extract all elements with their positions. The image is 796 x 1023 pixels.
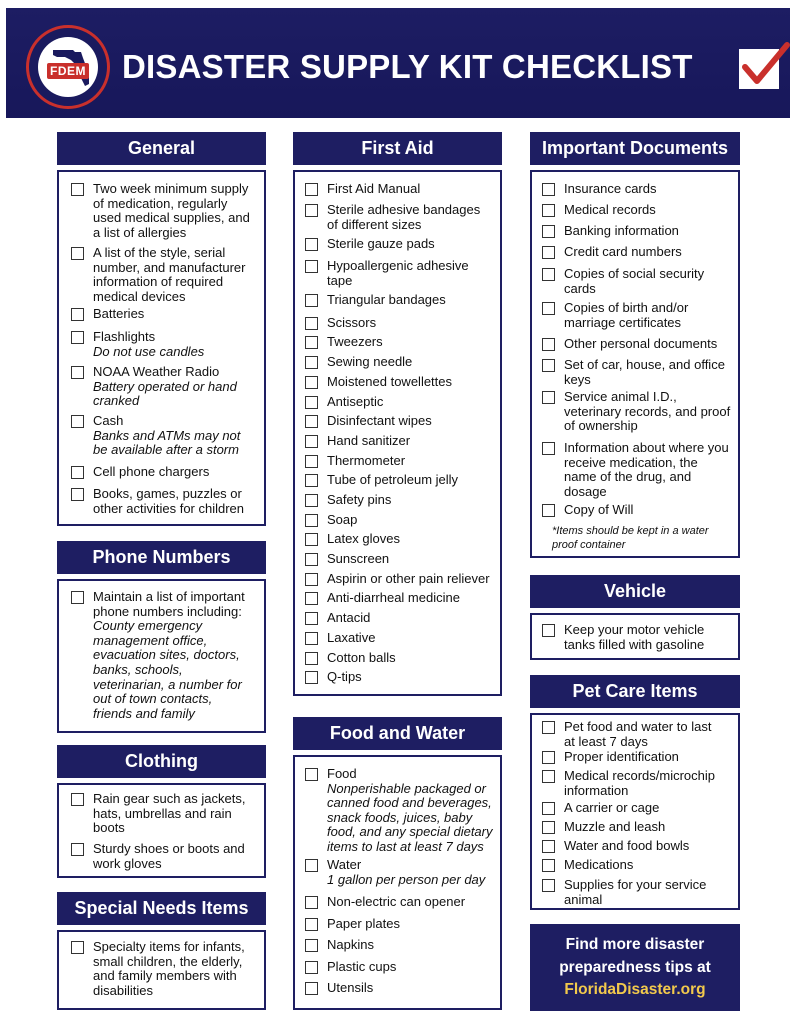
item-label: name of the drug, and (564, 469, 692, 485)
item-label: at least 7 days (564, 733, 648, 749)
promo-line-2: preparedness tips at (559, 959, 711, 976)
item-label: tanks filled with gasoline (564, 636, 705, 652)
item-label: First Aid Manual (327, 181, 421, 196)
item-note: items to last at least 7 days (327, 838, 484, 854)
checkbox[interactable] (305, 435, 318, 448)
first-aid-checklist (293, 170, 502, 696)
checkbox[interactable] (305, 455, 318, 468)
clothing-checklist (57, 783, 266, 878)
documents-footnote (552, 525, 709, 552)
phone-numbers-checklist (57, 579, 266, 733)
section-header-first-aid: First Aid (293, 132, 502, 165)
special-needs-checklist (57, 930, 266, 1010)
item-label: Soap (327, 512, 358, 527)
checkbox[interactable] (542, 821, 555, 834)
item-label: Copies of social security (564, 266, 705, 281)
item-label: hats, umbrellas and rain (93, 805, 232, 821)
checkbox[interactable] (542, 770, 555, 783)
checkbox[interactable] (71, 247, 84, 260)
item-label: Sterile adhesive bandages (327, 202, 481, 217)
checkbox[interactable] (305, 553, 318, 566)
item-label: a list of allergies (93, 224, 187, 240)
checkbox[interactable] (71, 793, 84, 806)
item-note: management office, (93, 632, 208, 648)
item-label: Water (327, 857, 362, 872)
item-label: Scissors (327, 315, 377, 330)
documents-footnote-line: *Items should be kept in a water (552, 525, 709, 537)
item-note: friends and family (93, 705, 195, 721)
item-label: Triangular bandages (327, 292, 446, 307)
section-header-vehicle: Vehicle (530, 575, 740, 608)
item-label: Credit card numbers (564, 244, 682, 259)
checkbox[interactable] (542, 840, 555, 853)
item-label: Anti-diarrheal medicine (327, 590, 460, 605)
section-header-important-documents: Important Documents (530, 132, 740, 165)
item-label: Batteries (93, 306, 145, 321)
section-header-phone-numbers: Phone Numbers (57, 541, 266, 574)
checkbox[interactable] (542, 302, 555, 315)
item-label: number, and manufacturer (93, 259, 246, 275)
item-label: work gloves (93, 855, 162, 871)
item-label: Safety pins (327, 492, 392, 507)
checkbox[interactable] (542, 442, 555, 455)
item-label: Muzzle and leash (564, 819, 666, 834)
checkbox[interactable] (305, 238, 318, 251)
section-header-pet-care: Pet Care Items (530, 675, 740, 708)
fdem-seal-logo (26, 25, 110, 109)
checkbox[interactable] (542, 751, 555, 764)
checkbox[interactable] (305, 918, 318, 931)
checkbox[interactable] (542, 624, 555, 637)
checkbox[interactable] (305, 961, 318, 974)
item-label: NOAA Weather Radio (93, 364, 220, 379)
checkbox[interactable] (305, 652, 318, 665)
item-label: small children, the elderly, (93, 953, 243, 969)
item-label: Medications (564, 857, 634, 872)
item-note: Battery operated or hand (93, 378, 237, 394)
item-label: phone numbers including: (93, 603, 242, 619)
item-label: Specialty items for infants, (93, 939, 245, 954)
checkbox[interactable] (71, 331, 84, 344)
item-label: Proper identification (564, 749, 679, 764)
item-label: Moistened towellettes (327, 374, 453, 389)
item-label: medical devices (93, 288, 186, 304)
checkbox[interactable] (305, 356, 318, 369)
checkbox[interactable] (305, 260, 318, 273)
item-label: Cotton balls (327, 650, 396, 665)
checkbox[interactable] (305, 183, 318, 196)
general-checklist (57, 170, 266, 526)
item-note: cranked (93, 393, 140, 409)
item-label: Non-electric can opener (327, 894, 466, 909)
item-label: Sunscreen (327, 551, 390, 566)
item-note: Do not use candles (93, 343, 205, 359)
item-label: Service animal I.D., (564, 389, 677, 404)
item-label: Other personal documents (564, 336, 718, 351)
item-note: County emergency (93, 618, 203, 634)
vehicle-checklist (530, 613, 740, 660)
item-label: marriage certificates (564, 314, 682, 330)
item-label: Utensils (327, 980, 374, 995)
item-label: tape (327, 272, 353, 288)
item-label: Plastic cups (327, 959, 397, 974)
item-label: Sturdy shoes or boots and (93, 841, 245, 856)
item-label: disabilities (93, 982, 153, 998)
item-label: Rain gear such as jackets, (93, 791, 246, 806)
item-label: boots (93, 820, 125, 836)
item-label: and family members with (93, 968, 237, 984)
item-label: receive medication, the (564, 454, 698, 470)
checkbox[interactable] (542, 204, 555, 217)
checkbox[interactable] (305, 317, 318, 330)
header-banner (6, 8, 790, 118)
checkbox[interactable] (305, 632, 318, 645)
item-label: keys (564, 371, 591, 387)
item-label: Paper plates (327, 916, 400, 931)
checkbox[interactable] (71, 843, 84, 856)
checkbox[interactable] (305, 573, 318, 586)
item-label: Cell phone chargers (93, 464, 210, 479)
item-label: Hand sanitizer (327, 433, 411, 448)
checkbox[interactable] (542, 359, 555, 372)
checkbox[interactable] (71, 488, 84, 501)
checkbox[interactable] (305, 514, 318, 527)
item-note: evacuation sites, doctors, (93, 647, 240, 663)
checkbox[interactable] (71, 591, 84, 604)
checkbox[interactable] (542, 225, 555, 238)
item-label: Cash (93, 413, 124, 428)
item-label: Supplies for your service (564, 877, 707, 892)
item-note: food, and any special dietary (327, 824, 493, 840)
checkbox[interactable] (542, 504, 555, 517)
item-label: cards (564, 280, 596, 296)
checkbox[interactable] (305, 533, 318, 546)
checkbox[interactable] (542, 859, 555, 872)
item-label: Sewing needle (327, 354, 413, 369)
item-note: out of town contacts, (93, 691, 213, 707)
item-note: veterinarian, a number for (93, 676, 242, 692)
checkbox-check-icon (739, 49, 779, 89)
checkbox[interactable] (305, 474, 318, 487)
checkbox[interactable] (305, 768, 318, 781)
section-header-general: General (57, 132, 266, 165)
more-tips-banner (530, 924, 740, 1011)
item-label: Hypoallergenic adhesive (327, 258, 469, 273)
item-note: Banks and ATMs may not (93, 427, 241, 443)
item-label: Maintain a list of important (93, 589, 245, 604)
item-label: used medical supplies, and (93, 210, 250, 226)
item-label: of different sizes (327, 216, 422, 232)
item-label: Medical records (564, 202, 656, 217)
item-label: Latex gloves (327, 531, 400, 546)
item-label: Disinfectant wipes (327, 413, 432, 428)
item-label: Banking information (564, 223, 679, 238)
item-label: Copy of Will (564, 502, 634, 517)
checkbox[interactable] (305, 415, 318, 428)
checkbox[interactable] (305, 494, 318, 507)
checkbox[interactable] (305, 294, 318, 307)
item-label: Water and food bowls (564, 838, 690, 853)
item-label: information of required (93, 274, 224, 290)
checkbox[interactable] (542, 879, 555, 892)
checkbox[interactable] (305, 396, 318, 409)
item-note: banks, schools, (93, 661, 183, 677)
item-label: dosage (564, 483, 607, 499)
checkbox[interactable] (305, 612, 318, 625)
item-label: Antacid (327, 610, 371, 625)
checkbox[interactable] (305, 376, 318, 389)
item-note: be available after a storm (93, 442, 239, 458)
item-label: Tweezers (327, 334, 383, 349)
checkbox[interactable] (305, 671, 318, 684)
checkbox[interactable] (542, 391, 555, 404)
item-note: 1 gallon per person per day (327, 871, 486, 887)
item-label: Antiseptic (327, 394, 384, 409)
item-label: Copies of birth and/or (564, 300, 689, 315)
section-header-special-needs: Special Needs Items (57, 892, 266, 925)
checkbox[interactable] (542, 183, 555, 196)
item-label: veterinary records, and proof (564, 403, 731, 419)
section-header-clothing: Clothing (57, 745, 266, 778)
checkbox[interactable] (71, 308, 84, 321)
checkbox[interactable] (542, 802, 555, 815)
item-label: animal (564, 891, 603, 907)
checkbox[interactable] (305, 896, 318, 909)
item-label: Flashlights (93, 329, 156, 344)
florida-disaster-link[interactable]: FloridaDisaster.org (564, 981, 706, 998)
item-label: Medical records/microchip (564, 768, 715, 783)
item-note: canned food and beverages, (327, 795, 492, 811)
checkbox[interactable] (305, 859, 318, 872)
important-documents-checklist (530, 170, 740, 558)
checkbox[interactable] (71, 941, 84, 954)
checkbox[interactable] (305, 336, 318, 349)
item-label: other activities for children (93, 500, 245, 516)
checkbox[interactable] (542, 268, 555, 281)
food-water-checklist (293, 755, 502, 1010)
logo-text: FDEM (47, 63, 89, 79)
item-label: Insurance cards (564, 181, 657, 196)
checkbox[interactable] (542, 246, 555, 259)
checkbox[interactable] (71, 415, 84, 428)
checkbox[interactable] (305, 592, 318, 605)
item-label: A carrier or cage (564, 800, 660, 815)
checkbox[interactable] (542, 721, 555, 734)
pet-care-checklist (530, 713, 740, 910)
section-header-food-water: Food and Water (293, 717, 502, 750)
item-label: Set of car, house, and office (564, 357, 725, 372)
item-label: Laxative (327, 630, 376, 645)
item-label: Thermometer (327, 453, 406, 468)
checkbox[interactable] (305, 982, 318, 995)
item-label: Information about where you (564, 440, 729, 455)
item-label: Two week minimum supply (93, 181, 249, 196)
item-label: information (564, 782, 629, 798)
item-label: Pet food and water to last (564, 719, 712, 734)
checkbox[interactable] (71, 366, 84, 379)
documents-footnote-line: proof container (552, 538, 626, 551)
item-label: of ownership (564, 418, 638, 434)
page-title: DISASTER SUPPLY KIT CHECKLIST (122, 48, 693, 85)
checkbox[interactable] (305, 204, 318, 217)
checkbox[interactable] (71, 466, 84, 479)
checkbox[interactable] (305, 939, 318, 952)
item-label: Q-tips (327, 669, 362, 684)
item-label: Tube of petroleum jelly (327, 472, 459, 487)
item-label: Food (327, 766, 357, 781)
item-label: Books, games, puzzles or (93, 486, 242, 501)
item-label: Keep your motor vehicle (564, 622, 705, 637)
item-note: snack foods, juices, baby (327, 809, 473, 825)
item-label: of medication, regularly (93, 195, 228, 211)
item-note: Nonperishable packaged or (327, 780, 486, 796)
promo-line-1: Find more disaster (565, 936, 705, 953)
checkbox[interactable] (71, 183, 84, 196)
item-label: Napkins (327, 937, 374, 952)
item-label: Aspirin or other pain reliever (327, 571, 490, 586)
checkbox[interactable] (542, 338, 555, 351)
item-label: A list of the style, serial (93, 245, 226, 260)
item-label: Sterile gauze pads (327, 236, 435, 251)
